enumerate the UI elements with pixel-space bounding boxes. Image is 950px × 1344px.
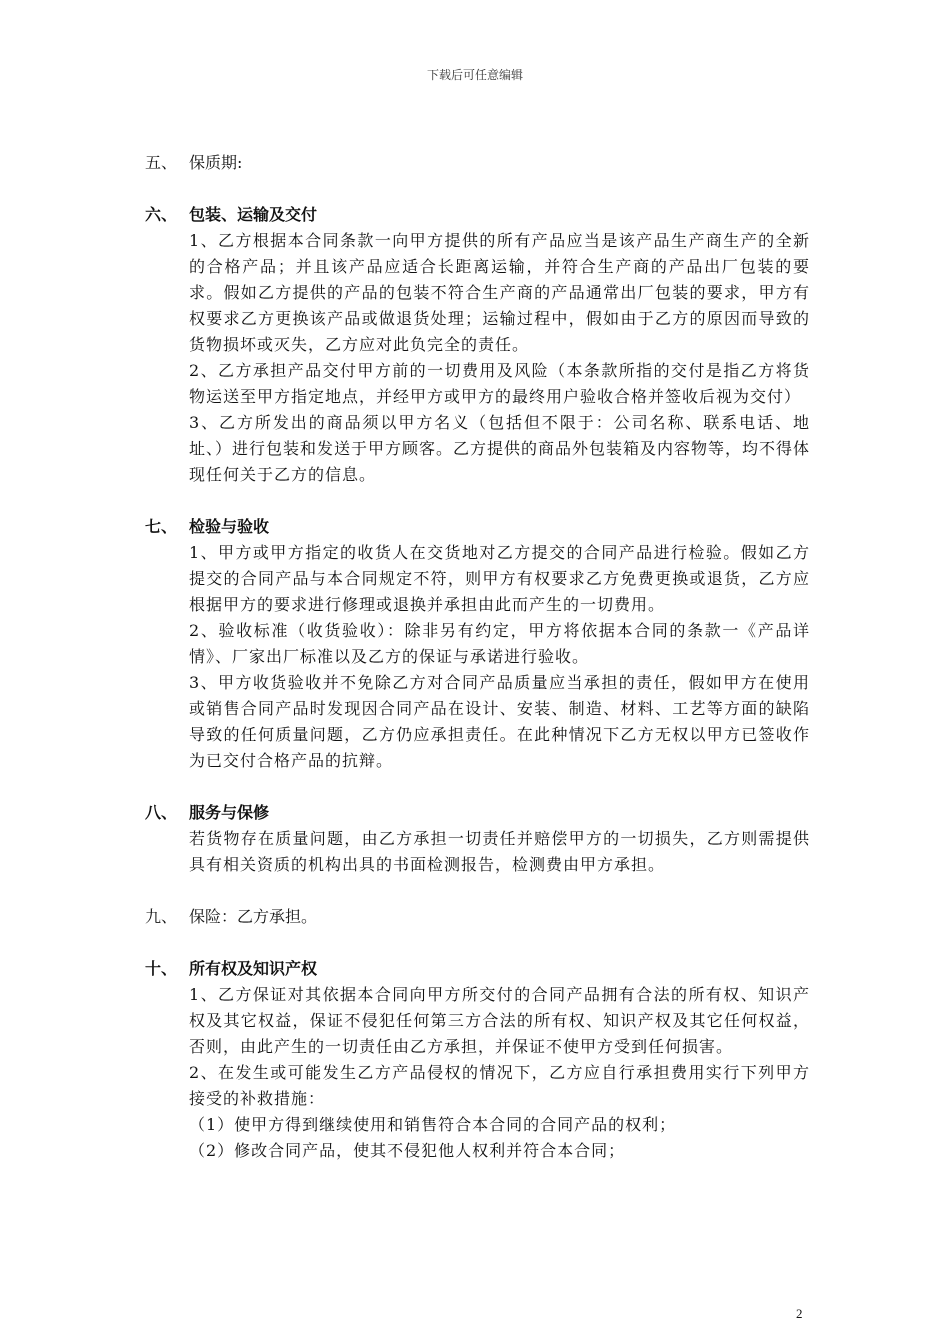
clause-paragraph: 2、在发生或可能发生乙方产品侵权的情况下，乙方应自行承担费用实行下列甲方接受的补救措施：	[189, 1063, 810, 1108]
section-heading	[145, 202, 810, 228]
clause-paragraph: 2、乙方承担产品交付甲方前的一切费用及风险（本条款所指的交付是指乙方将货物运送至甲方指定地点，并经甲方或甲方的最终用户验收合格并签收后视为交付）	[189, 361, 810, 406]
section-heading	[145, 904, 810, 930]
section-number: 六、	[145, 205, 178, 224]
clause-paragraph: 3、乙方所发出的商品须以甲方名义（包括但不限于：公司名称、联系电话、地址、）进行包装和发送于甲方顾客。乙方提供的商品外包装箱及内容物等，均不得体现任何关于乙方的信息。	[189, 413, 811, 484]
clause-paragraph: 3、甲方收货验收并不免除乙方对合同产品质量应当承担的责任，假如甲方在使用或销售合同产品时发现因合同产品在设计、安装、制造、材料、工艺等方面的缺陷导致的任何质量问题，乙方仍应承担责任。在此种情况下乙方无权以甲方已签收作为已交付合格产品的抗辩。	[189, 673, 810, 770]
clause-paragraph: （2）修改合同产品，使其不侵犯他人权利并符合本合同；	[189, 1141, 626, 1160]
section	[145, 514, 810, 774]
section	[145, 904, 810, 930]
section-number: 八、	[145, 803, 178, 822]
clause-paragraph: 1、甲方或甲方指定的收货人在交货地对乙方提交的合同产品进行检验。假如乙方提交的合同产品与本合同规定不符，则甲方有权要求乙方免费更换或退货，乙方应根据甲方的要求进行修理或退换并承担由此而产生的一切费用。	[189, 543, 810, 614]
section-number: 七、	[145, 517, 178, 536]
clause-paragraph: 1、乙方保证对其依据本合同向甲方所交付的合同产品拥有合法的所有权、知识产权及其它权益，保证不侵犯任何第三方合法的所有权、知识产权及其它任何权益，否则，由此产生的一切责任由乙方承担，并保证不使甲方受到任何损害。	[189, 985, 810, 1056]
section-number: 九、	[145, 907, 178, 926]
section-title: 保质期:	[189, 153, 243, 172]
section-heading	[145, 514, 810, 540]
section	[145, 956, 810, 1164]
section-title: 保险：乙方承担。	[189, 907, 318, 926]
clause-paragraph: 1、乙方根据本合同条款一向甲方提供的所有产品应当是该产品生产商生产的全新的合格产品；并且该产品应适合长距离运输，并符合生产商的产品出厂包装的要求。假如乙方提供的产品的包装不符合生产商的产品通常出厂包装的要求，甲方有权要求乙方更换该产品或做退货处理；运输过程中，假如由于乙方的原因而导致的货物损坏或灭失，乙方应对此负完全的责任。	[189, 231, 810, 354]
clause-paragraph: 2、验收标准（收货验收）：除非另有约定，甲方将依据本合同的条款一《产品详情》、厂家出厂标准以及乙方的保证与承诺进行验收。	[189, 621, 810, 666]
section-title: 检验与验收	[189, 517, 270, 536]
page-number: 2	[796, 1306, 803, 1321]
page-header: 下载后可任意编辑	[426, 68, 523, 82]
section	[145, 202, 810, 488]
section	[145, 150, 810, 176]
section-heading	[145, 800, 810, 826]
section-title: 所有权及知识产权	[189, 959, 318, 978]
document-body	[145, 150, 810, 1190]
section-number: 十、	[145, 959, 178, 978]
section-title: 包装、运输及交付	[189, 205, 318, 224]
clause-paragraph: 若货物存在质量问题，由乙方承担一切责任并赔偿甲方的一切损失，乙方则需提供具有相关资质的机构出具的书面检测报告，检测费由甲方承担。	[189, 829, 810, 874]
section-number: 五、	[145, 153, 178, 172]
clause-paragraph: （1）使甲方得到继续使用和销售符合本合同的合同产品的权利；	[189, 1115, 677, 1134]
section-title: 服务与保修	[189, 803, 270, 822]
section-heading	[145, 956, 810, 982]
section-heading	[145, 150, 810, 176]
section	[145, 800, 810, 878]
